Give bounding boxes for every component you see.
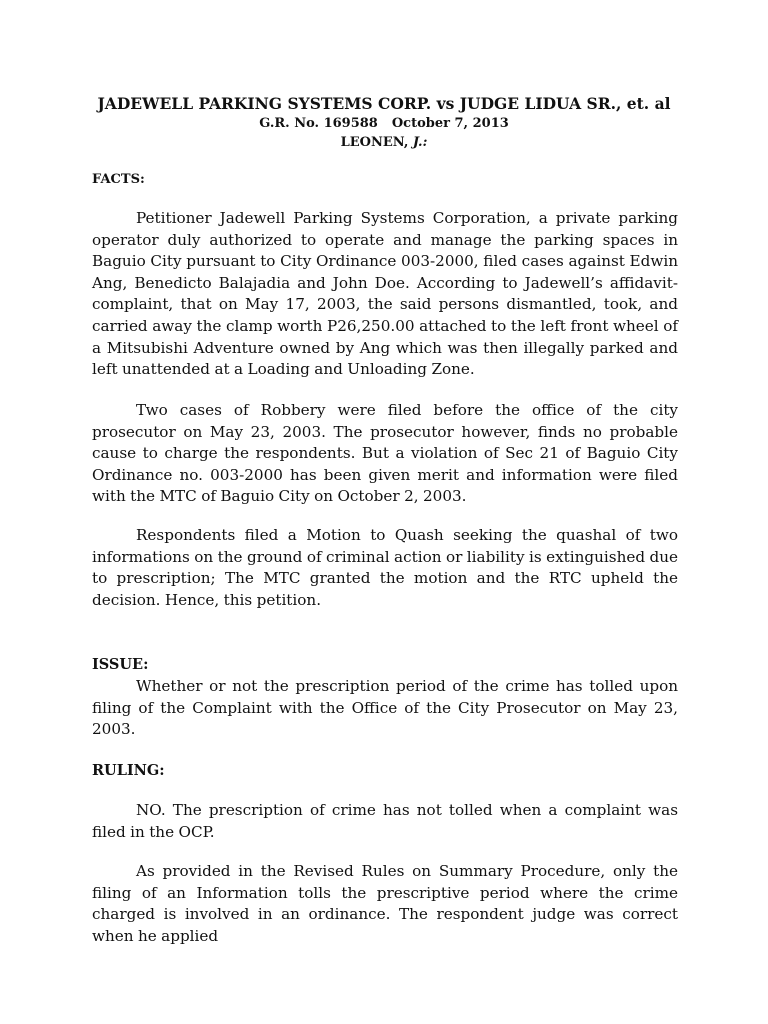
ruling-heading: RULING: <box>92 762 165 779</box>
issue-heading: ISSUE: <box>92 656 149 673</box>
ponente-line <box>0 134 768 152</box>
ponente-suffix: J.: <box>412 135 428 150</box>
facts-paragraph-1: Petitioner Jadewell Parking Systems Corporation, a private parking operator duly authorized to operate and manage the parking spaces in Baguio City pursuant to City Ordinance 003-2000, filed cases against Edwin Ang, Benedicto Balajadia and John Doe. According to Jadewell’s affidavit-complaint, that on May 17, 2003, the said persons dismantled, took, and carried away the clamp worth P26,250.00 attached to the left front wheel of a Mitsubishi Adventure owned by Ang which was then illegally parked and left unattended at a Loading and Unloading Zone. <box>92 209 678 379</box>
facts-paragraph-3: Respondents filed a Motion to Quash seeking the quashal of two informations on the ground of criminal action or liability is extinguished due to prescription; The MTC granted the motion and the RTC upheld the decision. Hence, this petition. <box>92 526 678 609</box>
case-title: JADEWELL PARKING SYSTEMS CORP. vs JUDGE LIDUA SR., et. al <box>97 94 671 113</box>
ruling-paragraph-1: NO. The prescription of crime has not tolled when a complaint was filed in the OCP. <box>92 801 678 841</box>
ponente-name: LEONEN, <box>340 135 409 150</box>
gr-number: G.R. No. 169588 <box>259 116 378 131</box>
issue-paragraph: Whether or not the prescription period of the crime has tolled upon filing of the Complaint with the Office of the City Prosecutor on May 23, 2003. <box>92 677 678 739</box>
ruling-paragraph-2: As provided in the Revised Rules on Summary Procedure, only the filing of an Information tolls the prescriptive period where the crime charged is involved in an ordinance. The respondent judge was correct when he applied <box>92 862 678 945</box>
case-reference-line <box>0 115 768 133</box>
facts-paragraph-2: Two cases of Robbery were filed before the office of the city prosecutor on May 23, 2003. The prosecutor however, finds no probable cause to charge the respondents. But a violation of Sec 21 of Baguio City Ordinance no. 003-2000 has been given merit and information were filed with the MTC of Baguio City on October 2, 2003. <box>92 401 678 506</box>
facts-heading: FACTS: <box>92 172 145 187</box>
decision-date: October 7, 2013 <box>391 116 509 131</box>
